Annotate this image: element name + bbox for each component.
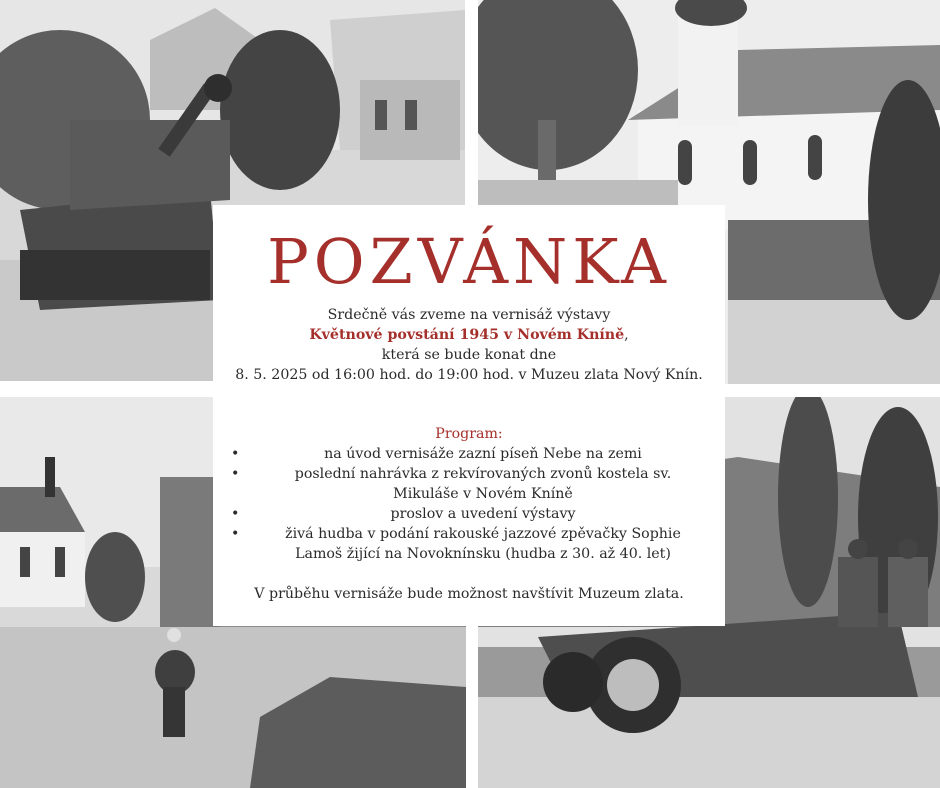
date-line: 8. 5. 2025 od 16:00 hod. do 19:00 hod. v Muzeu zlata Nový Knín. bbox=[235, 367, 703, 383]
program-list bbox=[229, 444, 709, 564]
program-item-text: na úvod vernisáže zazní píseň Nebe na zemi bbox=[324, 446, 642, 462]
program-section bbox=[229, 424, 709, 564]
intro-line: která se bude konat dne bbox=[381, 347, 557, 363]
bullet: • bbox=[231, 526, 240, 542]
bullet: • bbox=[231, 466, 240, 482]
intro-line: Srdečně vás zveme na vernisáž výstavy bbox=[327, 307, 611, 323]
exhibition-name: Květnové povstání 1945 v Novém Kníně bbox=[309, 327, 625, 343]
program-item bbox=[229, 524, 709, 564]
program-item bbox=[229, 444, 709, 464]
program-item bbox=[229, 464, 709, 504]
program-item-text: poslední nahrávka z rekvírovaných zvonů kostela sv. Mikuláše v Novém Kníně bbox=[294, 466, 672, 502]
invitation-intro bbox=[213, 305, 725, 385]
program-item-text: proslov a uvedení výstavy bbox=[390, 506, 576, 522]
exhibition-line bbox=[213, 325, 725, 345]
closing-note: V průběhu vernisáže bude možnost navštívit Muzeum zlata. bbox=[254, 586, 684, 602]
bullet: • bbox=[231, 446, 240, 462]
bullet: • bbox=[231, 506, 240, 522]
program-item bbox=[229, 504, 709, 524]
program-item-text: živá hudba v podání rakouské jazzové zpěvačky Sophie Lamoš žijící na Novoknínsku (hudba z 30. až 40. let) bbox=[285, 526, 681, 562]
exhibition-suffix: , bbox=[624, 327, 629, 343]
invitation-title: POZVÁNKA bbox=[267, 225, 671, 298]
program-title: Program: bbox=[435, 426, 503, 442]
invitation-card bbox=[213, 205, 725, 626]
